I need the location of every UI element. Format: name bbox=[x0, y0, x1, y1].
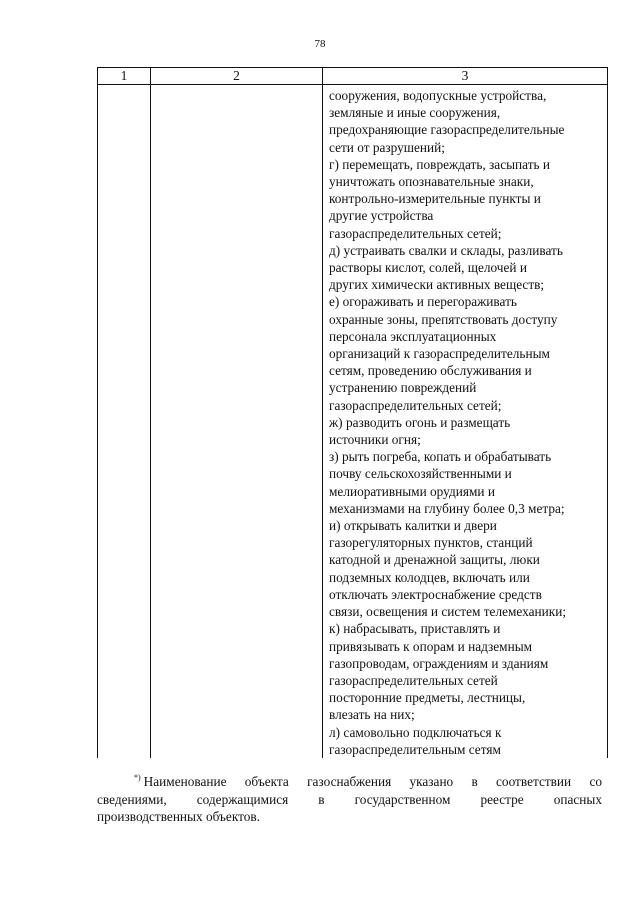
text-line: газораспределительных сетей; bbox=[329, 225, 502, 241]
footnote-line-2: сведениями, содержащимися в государственном реестре опасных bbox=[97, 791, 602, 807]
text-line: растворы кислот, солей, щелочей и bbox=[329, 260, 527, 276]
text-line: сооружения, водопускные устройства, bbox=[329, 88, 547, 103]
text-line: газораспределительных сетей bbox=[329, 672, 498, 688]
prohibitions-text bbox=[323, 85, 607, 758]
page-number: 78 bbox=[314, 38, 326, 50]
text-line: охранные зоны, препятствовать доступу bbox=[329, 311, 558, 327]
text-line: к) набрасывать, приставлять и bbox=[329, 621, 501, 637]
text-line: механизмами на глубину более 0,3 метра; bbox=[329, 500, 565, 516]
footnote bbox=[97, 769, 602, 826]
text-line: устранению повреждений bbox=[329, 380, 477, 396]
text-line: сети от разрушений; bbox=[329, 139, 445, 155]
text-line: источники огня; bbox=[329, 432, 421, 448]
text-line: земляные и иные сооружения, bbox=[329, 105, 501, 121]
text-line: организаций к газораспределительным bbox=[329, 346, 550, 362]
text-line: других химически активных веществ; bbox=[329, 277, 545, 293]
text-line: привязывать к опорам и надземным bbox=[329, 638, 533, 654]
footnote-line-1: *) Наименование объекта газоснабжения указано в соответствии со bbox=[134, 773, 602, 789]
text-line: газораспределительным сетям bbox=[329, 741, 501, 757]
footnote-line-3: производственных объектов. bbox=[97, 809, 260, 824]
text-line: персонала эксплуатационных bbox=[329, 328, 497, 344]
text-line: подземных колодцев, включать или bbox=[329, 569, 530, 585]
table-cell-col2 bbox=[151, 85, 323, 758]
text-line: газопроводам, ограждениям и зданиям bbox=[329, 655, 549, 671]
table-cell-col1 bbox=[98, 85, 151, 758]
text-line: уничтожать опознавательные знаки, bbox=[329, 174, 534, 190]
text-line: катодной и дренажной защиты, люки bbox=[329, 552, 540, 568]
text-line: газорегуляторных пунктов, станций bbox=[329, 535, 533, 551]
text-line: почву сельскохозяйственными и bbox=[329, 466, 512, 482]
table-header-row bbox=[98, 68, 608, 85]
text-line: л) самовольно подключаться к bbox=[329, 724, 502, 740]
text-line: связи, освещения и систем телемеханики; bbox=[329, 604, 567, 620]
text-line: контрольно-измерительные пункты и bbox=[329, 191, 541, 207]
text-line: посторонние предметы, лестницы, bbox=[329, 690, 526, 706]
text-line: другие устройства bbox=[329, 208, 434, 224]
text-line: влезать на них; bbox=[329, 707, 415, 723]
text-line: отключать электроснабжение средств bbox=[329, 586, 542, 602]
text-line: г) перемещать, повреждать, засыпать и bbox=[329, 156, 551, 172]
text-line: д) устраивать свалки и склады, разливать bbox=[329, 242, 563, 258]
text-line: мелиоративными орудиями и bbox=[329, 483, 495, 499]
text-line: з) рыть погреба, копать и обрабатывать bbox=[329, 449, 552, 465]
table-cell-col3 bbox=[323, 85, 608, 758]
column-header-3: 3 bbox=[323, 68, 608, 85]
footnote-marker: *) bbox=[134, 773, 141, 782]
text-line: и) открывать калитки и двери bbox=[329, 518, 497, 534]
column-header-1: 1 bbox=[98, 68, 151, 85]
text-line: предохраняющие газораспределительные bbox=[329, 122, 565, 138]
column-header-2: 2 bbox=[151, 68, 323, 85]
text-line: е) огораживать и перегораживать bbox=[329, 294, 517, 310]
text-line: газораспределительных сетей; bbox=[329, 397, 502, 413]
document-table bbox=[97, 67, 608, 758]
text-line: ж) разводить огонь и размещать bbox=[329, 414, 511, 430]
table-row bbox=[98, 85, 608, 758]
text-line: сетям, проведению обслуживания и bbox=[329, 363, 532, 379]
